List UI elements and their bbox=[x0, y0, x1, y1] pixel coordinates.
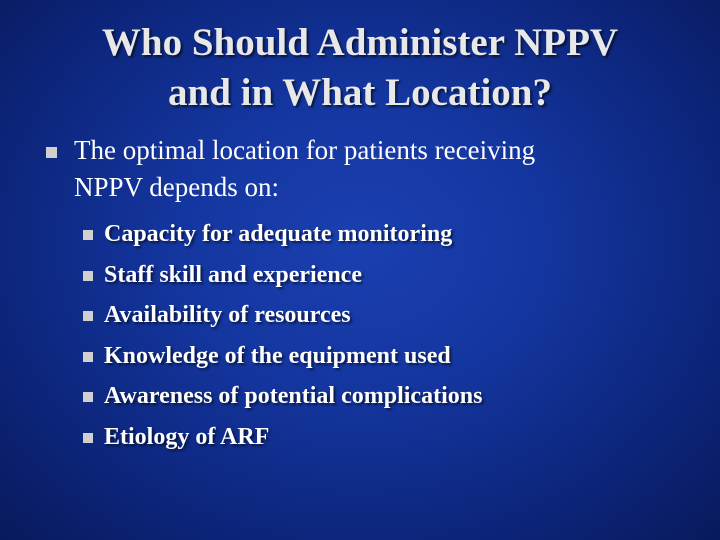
square-bullet-icon bbox=[46, 147, 57, 158]
main-point-line-1: The optimal location for patients receiving bbox=[74, 135, 536, 165]
sub-bullet-item bbox=[80, 255, 680, 296]
title-line-1: Who Should Administer NPPV bbox=[101, 21, 619, 64]
sub-point-text: Awareness of potential complications bbox=[104, 383, 483, 409]
sub-bullet-item bbox=[80, 376, 680, 417]
sub-bullet-item bbox=[80, 417, 680, 458]
main-bullet-item bbox=[40, 132, 680, 206]
sub-bullet-item bbox=[80, 295, 680, 336]
sub-point-text: Knowledge of the equipment used bbox=[104, 342, 451, 369]
square-bullet-icon bbox=[83, 311, 93, 321]
square-bullet-icon bbox=[83, 230, 93, 240]
sub-point-text: Etiology of ARF bbox=[104, 423, 270, 450]
sub-bullet-item bbox=[80, 214, 680, 255]
main-point-line-2: NPPV depends on: bbox=[74, 172, 280, 202]
square-bullet-icon bbox=[83, 392, 93, 402]
square-bullet-icon bbox=[83, 433, 93, 443]
slide-title bbox=[40, 18, 680, 118]
sub-bullet-item bbox=[80, 336, 680, 377]
square-bullet-icon bbox=[83, 271, 93, 281]
title-line-2: and in What Location? bbox=[168, 71, 552, 114]
sub-point-text: Staff skill and experience bbox=[104, 261, 362, 288]
sub-point-text: Availability of resources bbox=[104, 302, 351, 328]
sub-bullet-list bbox=[80, 214, 680, 457]
square-bullet-icon bbox=[83, 352, 93, 362]
sub-point-text: Capacity for adequate monitoring bbox=[104, 221, 453, 247]
main-bullet-list bbox=[40, 132, 680, 206]
